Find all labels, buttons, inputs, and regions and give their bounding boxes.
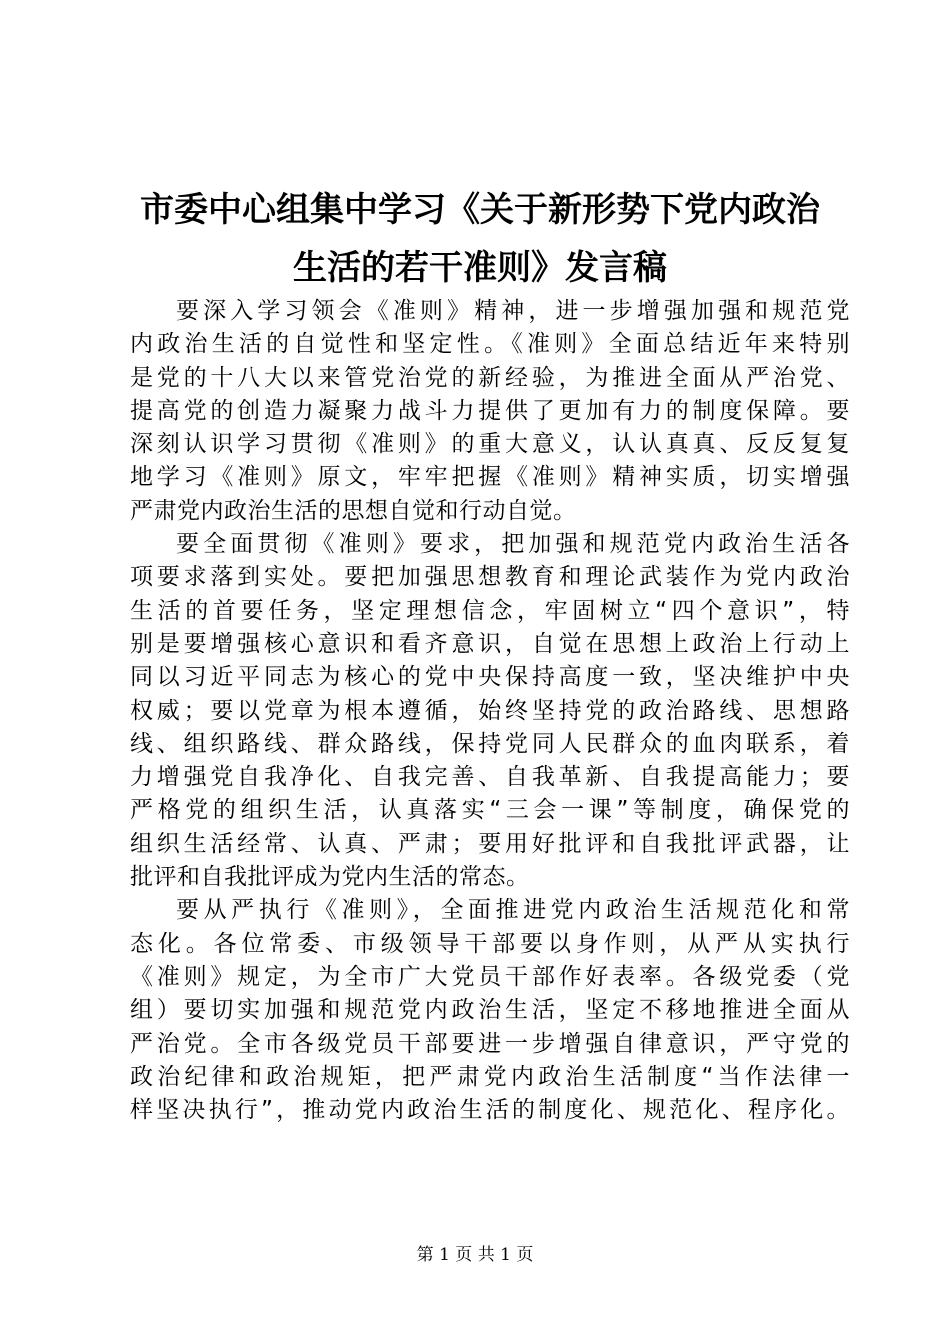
text-line: 地学习《准则》原文，牢牢把握《准则》精神实质，切实增强	[130, 464, 850, 491]
text-line: 是党的十八大以来管党治党的新经验，为推进全面从严治党、	[130, 364, 850, 391]
text-line: 要深入学习领会《准则》精神，进一步增强加强和规范党	[176, 298, 850, 324]
text-line: 要全面贯彻《准则》要求，把加强和规范党内政治生活各	[176, 531, 850, 558]
text-line: 政治纪律和政治规矩，把严肃党内政治生活制度“当作法律一	[130, 1063, 850, 1090]
text-line: 严肃党内政治生活的思想自觉和行动自觉。	[130, 497, 577, 524]
text-line: 要从严执行《准则》，全面推进党内政治生活规范化和常	[176, 897, 850, 924]
text-line: 严治党。全市各级党员干部要进一步增强自律意识，严守党的	[130, 1030, 850, 1057]
paragraph-1	[130, 295, 850, 528]
text-line: 态化。各位常委、市级领导干部要以身作则，从严从实执行	[130, 930, 850, 957]
text-line: 别是要增强核心意识和看齐意识，自觉在思想上政治上行动上	[130, 630, 850, 657]
text-line: 力增强党自我净化、自我完善、自我革新、自我提高能力；要	[130, 764, 850, 791]
text-line: 内政治生活的自觉性和坚定性。《准则》全面总结近年来特别	[130, 331, 850, 358]
document-title-line-1: 市委中心组集中学习《关于新形势下党内政治	[140, 190, 820, 230]
text-line: 组织生活经常、认真、严肃；要用好批评和自我批评武器，让	[130, 830, 850, 857]
text-line: 严格党的组织生活，认真落实“三会一课”等制度，确保党的	[130, 797, 850, 824]
text-line: 批评和自我批评成为党内生活的常态。	[130, 864, 530, 891]
text-line: 组）要切实加强和规范党内政治生活，坚定不移地推进全面从	[130, 997, 850, 1024]
text-line: 项要求落到实处。要把加强思想教育和理论武装作为党内政治	[130, 564, 850, 591]
page-number-footer: 第 1 页 共 1 页	[416, 1245, 534, 1265]
text-line: 提高党的创造力凝聚力战斗力提供了更加有力的制度保障。要	[130, 397, 850, 424]
paragraph-3	[130, 894, 850, 1127]
text-line: 权威；要以党章为根本遵循，始终坚持党的政治路线、思想路	[130, 697, 850, 724]
paragraph-2	[130, 528, 850, 894]
text-line: 生活的首要任务，坚定理想信念，牢固树立“四个意识”，特	[130, 597, 850, 624]
text-line: 《准则》规定，为全市广大党员干部作好表率。各级党委（党	[130, 963, 850, 990]
text-line: 同以习近平同志为核心的党中央保持高度一致，坚决维护中央	[130, 664, 850, 691]
text-line: 样坚决执行”，推动党内政治生活的制度化、规范化、程序化。	[130, 1097, 850, 1124]
text-line: 线、组织路线、群众路线，保持党同人民群众的血肉联系，着	[130, 730, 850, 757]
document-title-line-2: 生活的若干准则》发言稿	[293, 248, 667, 288]
text-line: 深刻认识学习贯彻《准则》的重大意义，认认真真、反反复复	[130, 431, 850, 458]
document-body	[130, 295, 850, 1127]
